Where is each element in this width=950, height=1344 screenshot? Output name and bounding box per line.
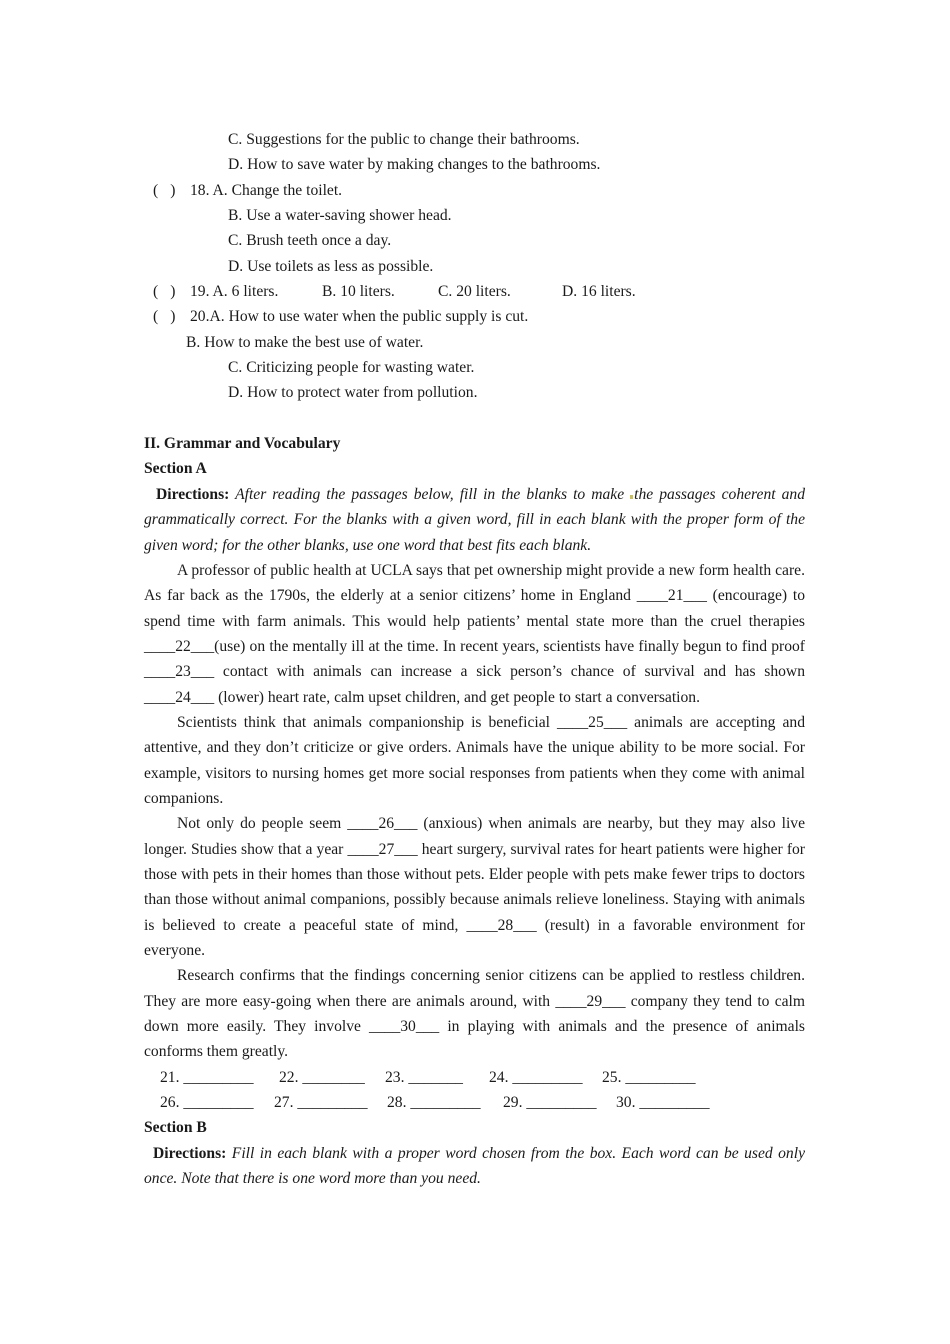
answer-blank-23[interactable]: 23. _______ xyxy=(385,1068,463,1086)
option-label: C. xyxy=(438,283,453,301)
section-a-directions xyxy=(144,482,805,558)
directions-label: Directions: xyxy=(156,485,230,503)
q18-option-d xyxy=(144,254,805,279)
blank-line xyxy=(144,406,805,431)
q19-option-b xyxy=(322,279,438,304)
option-text: How to make the best use of water. xyxy=(204,333,424,351)
option-text: Use a water-saving shower head. xyxy=(246,207,452,225)
question-number: 19. xyxy=(190,283,210,301)
q17-option-c xyxy=(144,127,805,152)
q19-option-d xyxy=(562,279,636,304)
directions-label: Directions: xyxy=(153,1144,227,1162)
section-a-title: Section A xyxy=(144,460,207,478)
answer-blank-30[interactable]: 30. _________ xyxy=(616,1094,710,1112)
answer-row-2 xyxy=(144,1090,805,1115)
passage-paragraph-2: Scientists think that animals companionship is beneficial ____25___ animals are accepting and attentive, and they don’t criticize or give orders. Animals have the unique ability to be more social. For example, visitors to nursing homes get more social responses from patients when they come with animal companions. xyxy=(144,713,805,807)
q18-option-a xyxy=(144,178,805,203)
bracket-open: ( xyxy=(153,308,159,326)
passage-paragraph-4: Research confirms that the findings concerning senior citizens can be applied to restless children. They are more easy-going when there are animals around, with ____29___ company they tend to calm down more easily. They involve ____30___ in playing with animals and the presence of animals conforms them greatly. xyxy=(144,967,805,1061)
section-b-title: Section B xyxy=(144,1119,207,1137)
option-text: 20 liters. xyxy=(456,283,511,301)
answer-blank-28[interactable]: 28. _________ xyxy=(387,1094,481,1112)
option-text: How to save water by making changes to the bathrooms. xyxy=(247,156,601,174)
option-label: D. xyxy=(228,156,244,174)
q20-option-c xyxy=(144,355,805,380)
option-text: 10 liters. xyxy=(340,283,395,301)
bracket-open: ( xyxy=(153,181,159,199)
option-text: Brush teeth once a day. xyxy=(246,232,392,250)
answer-blank-26[interactable]: 26. _________ xyxy=(160,1094,254,1112)
answer-blank-25[interactable]: 25. _________ xyxy=(602,1068,696,1086)
annotation-mark-icon xyxy=(630,495,633,499)
answer-blank-29[interactable]: 29. _________ xyxy=(503,1094,597,1112)
answer-bracket[interactable] xyxy=(144,304,190,329)
question-number: 20. xyxy=(190,308,210,326)
option-label: C. xyxy=(228,131,243,148)
option-text: How to protect water from pollution. xyxy=(247,384,478,402)
answer-row-1 xyxy=(144,1065,805,1090)
bracket-close: ) xyxy=(170,283,176,301)
answer-blank-27[interactable]: 27. _________ xyxy=(274,1094,368,1112)
directions-text-part2: the passages coherent and grammatically correct. For the blanks with a given word, fill in each blank with the proper form of the given word; for the other blanks, use one word that best fits each blank. xyxy=(144,485,805,554)
answer-blank-21[interactable]: 21. _________ xyxy=(160,1068,254,1086)
option-text: 6 liters. xyxy=(231,283,279,301)
option-text: Criticizing people for wasting water. xyxy=(246,359,475,377)
option-text: Change the toilet. xyxy=(231,181,343,199)
option-text: Use toilets as less as possible. xyxy=(247,257,434,275)
part-heading: II. Grammar and Vocabulary xyxy=(144,435,341,453)
bracket-open: ( xyxy=(153,283,159,301)
section-b-directions xyxy=(144,1141,805,1192)
option-label: C. xyxy=(228,232,243,250)
bracket-close: ) xyxy=(170,308,176,326)
q20-option-a xyxy=(144,304,805,329)
document-page xyxy=(144,127,805,1191)
directions-text-part1: After reading the passages below, fill in the blanks to make xyxy=(229,485,631,503)
answer-blank-24[interactable]: 24. _________ xyxy=(489,1068,583,1086)
option-label: A. xyxy=(209,308,225,326)
option-label: A. xyxy=(212,181,228,199)
option-label: A. xyxy=(212,283,228,301)
option-text: Suggestions for the public to change their bathrooms. xyxy=(246,131,580,148)
q18-option-c xyxy=(144,228,805,253)
option-label: B. xyxy=(186,333,201,351)
option-label: D. xyxy=(228,257,244,275)
option-label: D. xyxy=(228,384,244,402)
option-text: How to use water when the public supply is cut. xyxy=(228,308,529,326)
option-text: 16 liters. xyxy=(581,283,636,301)
question-number: 18. xyxy=(190,181,210,199)
option-label: C. xyxy=(228,359,243,377)
option-label: B. xyxy=(322,283,337,301)
passage-paragraph-1: A professor of public health at UCLA says that pet ownership might provide a new form health care. As far back as the 1790s, the elderly at a senior citizens’ home in England ____21___ (encourage) to spend time with farm animals. This would help patients’ mental state more than the cruel therapies ____22___(use) on the mentally ill at the time. In recent years, scientists have finally begun to find proof ____23___ contact with animals can increase a sick person’s chance of survival and has shown ____24___ (lower) heart rate, calm upset children, and get people to start a conversation. xyxy=(144,561,805,706)
q19-options xyxy=(144,279,805,304)
q19-option-a xyxy=(190,279,322,304)
answer-blank-22[interactable]: 22. ________ xyxy=(279,1068,365,1086)
q20-option-b xyxy=(144,330,805,355)
q18-option-b xyxy=(144,203,805,228)
option-label: D. xyxy=(562,283,578,301)
answer-bracket[interactable] xyxy=(144,178,190,203)
directions-text: Fill in each blank with a proper word chosen from the box. Each word can be used only once. Note that there is one word more than you need. xyxy=(144,1144,805,1188)
passage-paragraph-3: Not only do people seem ____26___ (anxious) when animals are nearby, but they may also live longer. Studies show that a year ____27___ heart surgery, survival rates for heart patients were higher for those with pets in their homes than those without pets. Elder people with pets make fewer trips to doctors than those without animal companions, possibly because animals relieve loneliness. Staying with animals is believed to create a peaceful state of mind, ____28___ (result) in a favorable environment for everyone. xyxy=(144,815,805,959)
option-label: B. xyxy=(228,207,243,225)
answer-bracket[interactable] xyxy=(144,279,190,304)
q17-option-d xyxy=(144,152,805,177)
q20-option-d xyxy=(144,380,805,405)
q19-option-c xyxy=(438,279,562,304)
bracket-close: ) xyxy=(170,181,176,199)
